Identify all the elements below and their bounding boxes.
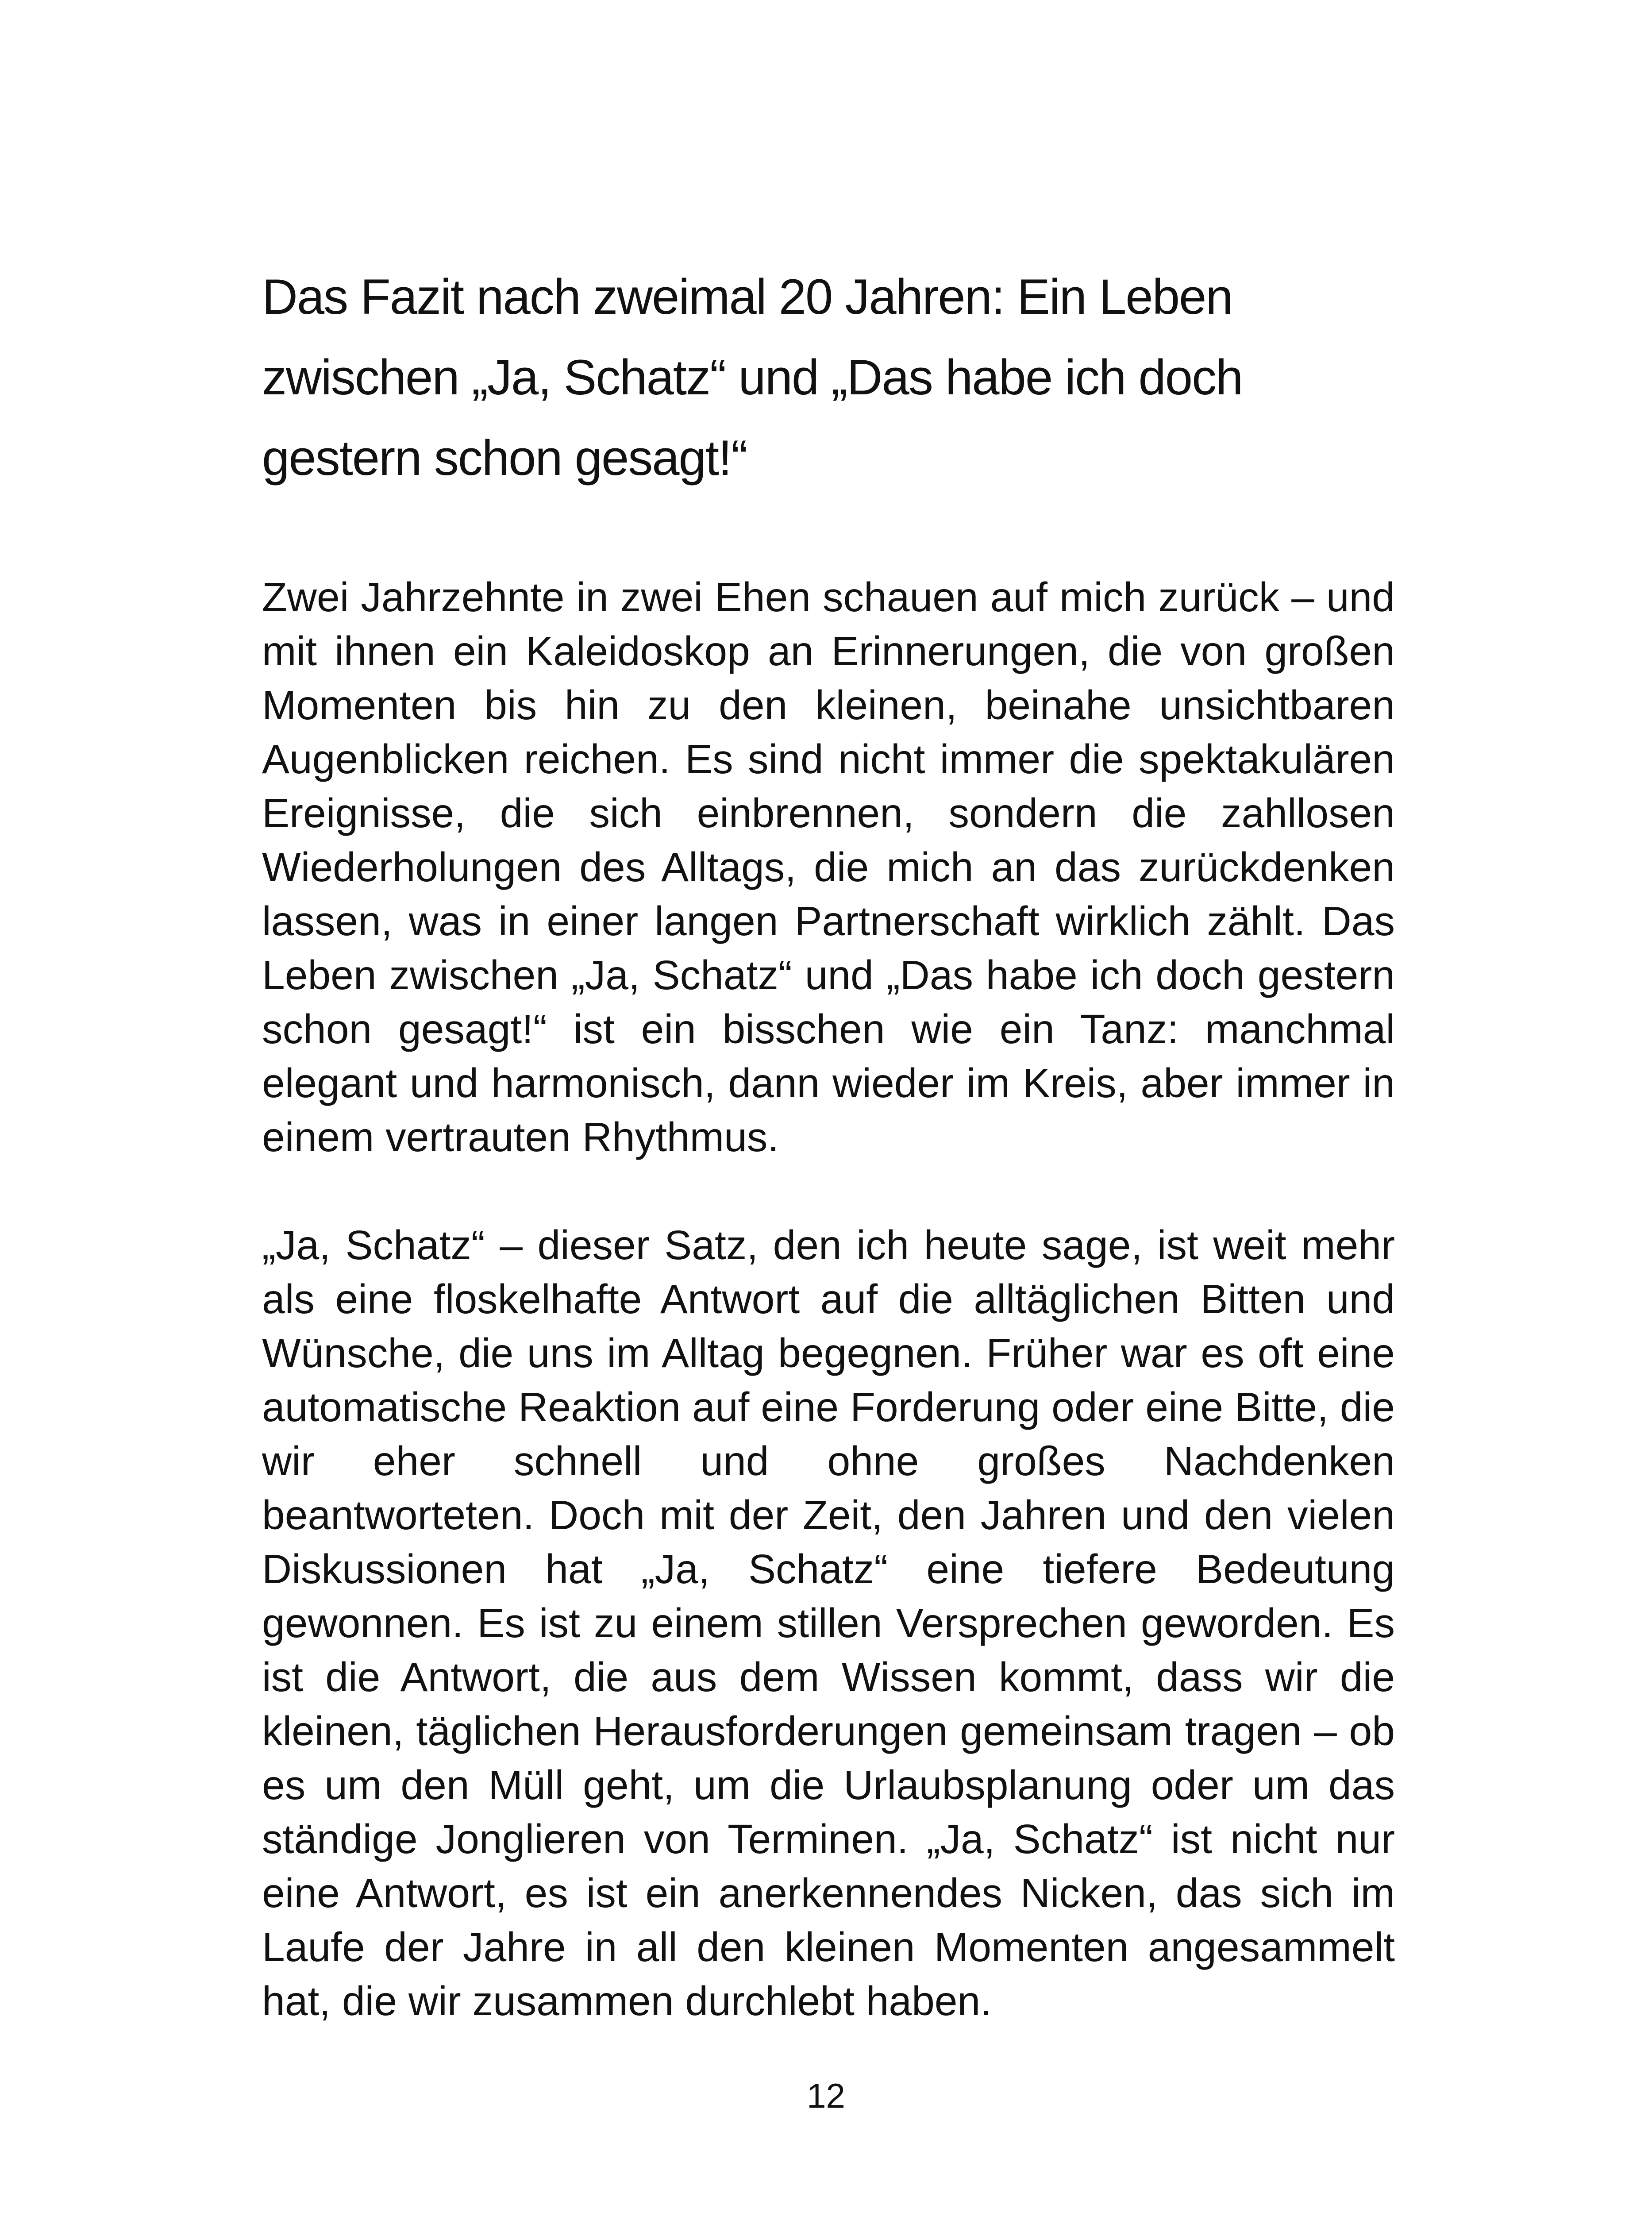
paragraph-1: Zwei Jahrzehnte in zwei Ehen schauen auf mich zurück – und mit ihnen ein Kaleidoskop an Erinnerungen, die von großen Momenten bis hin zu den kleinen, beinahe unsichtbaren Augenblicken reichen. Es sind nicht immer die spektakulären Ereignisse, die sich einbrennen, sondern die zahllosen Wiederholungen des Alltags, die mich an das zurückdenken lassen, was in einer langen Partnerschaft wirklich zählt. Das Leben zwischen „Ja, Schatz“ und „Das habe ich doch gestern schon gesagt!“ ist ein bisschen wie ein Tanz: manchmal elegant und harmonisch, dann wieder im Kreis, aber immer in einem vertrauten Rhythmus. [262, 574, 1395, 1160]
chapter-title: Das Fazit nach zweimal 20 Jahren: Ein Leben zwischen „Ja, Schatz“ und „Das habe ich doch gestern schon gesagt!“ [262, 269, 1243, 486]
page-number: 12 [807, 2076, 845, 2115]
page-content [262, 257, 1395, 2028]
paragraph-2: „Ja, Schatz“ – dieser Satz, den ich heute sage, ist weit mehr als eine floskelhafte Antwort auf die alltäglichen Bitten und Wünsche, die uns im Alltag begegnen. Früher war es oft eine automatische Reaktion auf eine Forderung oder eine Bitte, die wir eher schnell und ohne großes Nachdenken beantworteten. Doch mit der Zeit, den Jahren und den vielen Diskussionen hat „Ja, Schatz“ eine tiefere Bedeutung gewonnen. Es ist zu einem stillen Versprechen geworden. Es ist die Antwort, die aus dem Wissen kommt, dass wir die kleinen, täglichen Herausforderungen gemeinsam tragen – ob es um den Müll geht, um die Urlaubsplanung oder um das ständige Jonglieren von Terminen. „Ja, Schatz“ ist nicht nur eine Antwort, es ist ein anerkennendes Nicken, das sich im Laufe der Jahre in all den kleinen Momenten angesammelt hat, die wir zusammen durchlebt haben. [262, 1222, 1395, 2024]
